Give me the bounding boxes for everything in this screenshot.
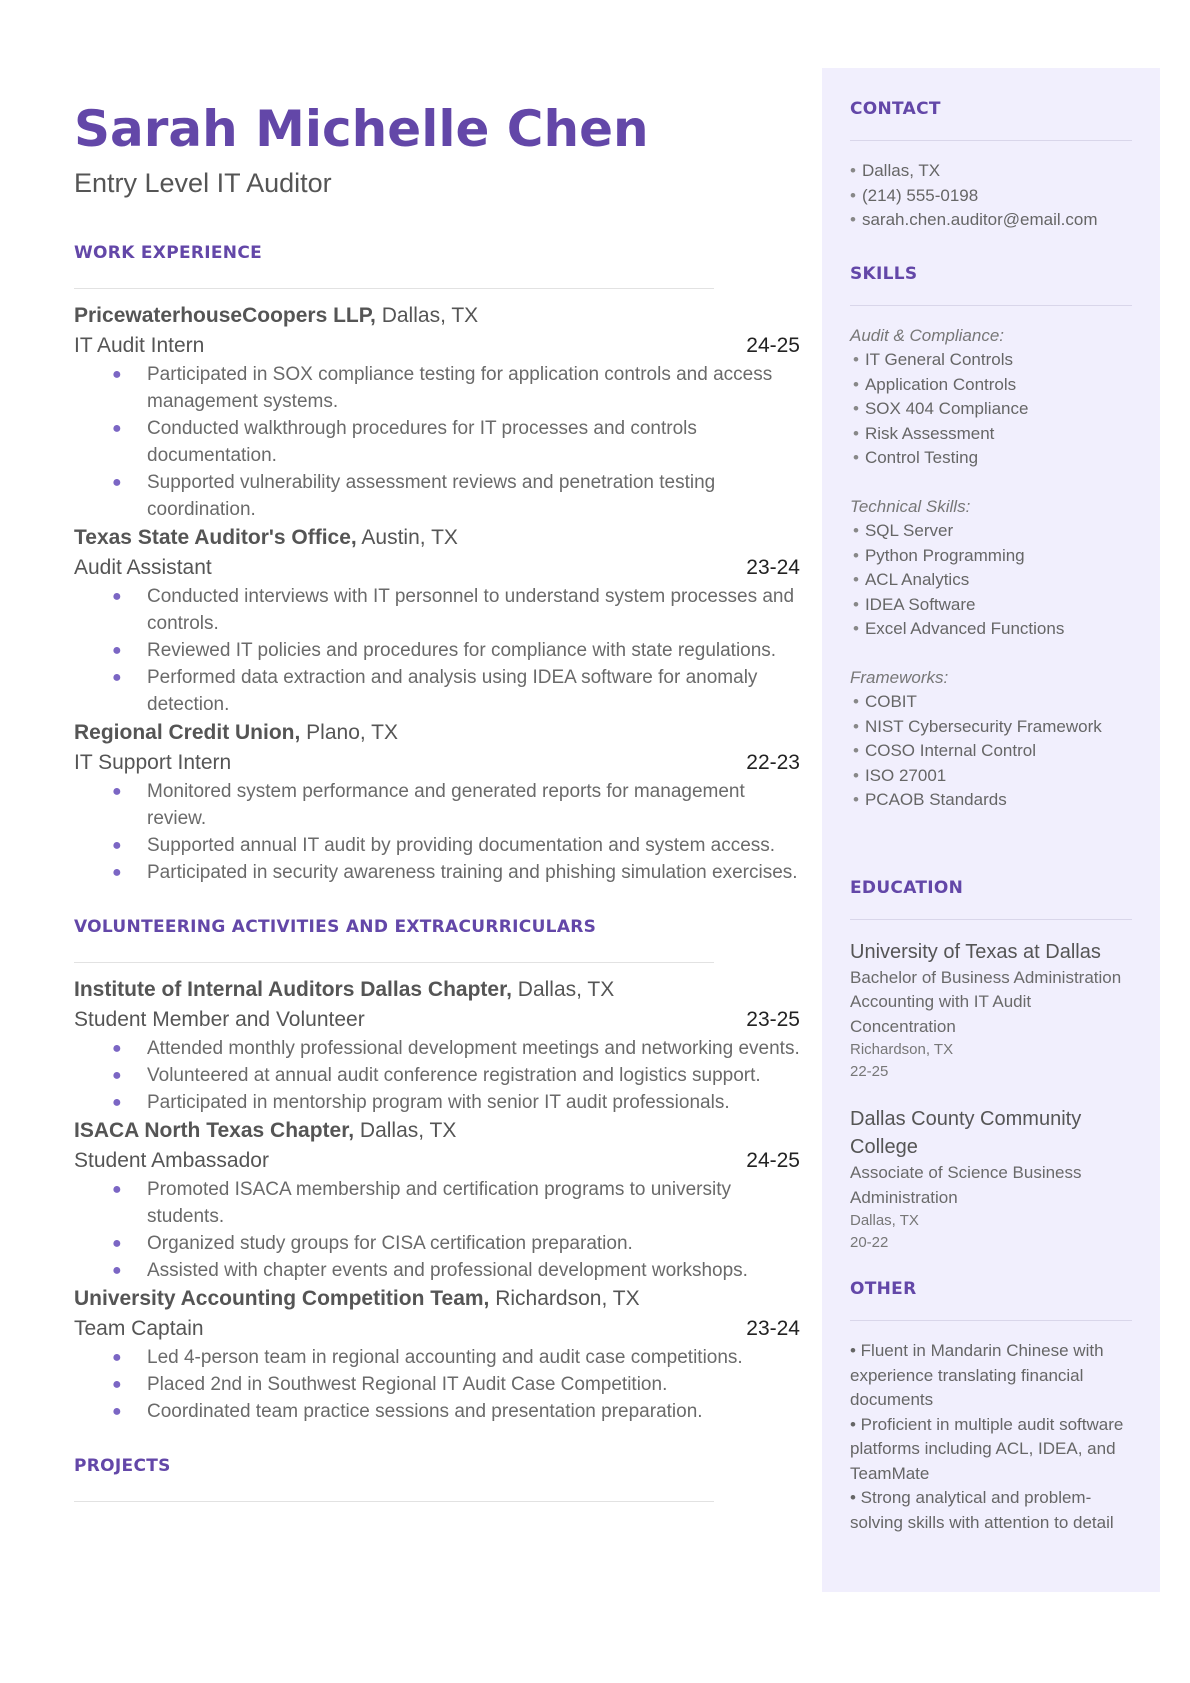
bullet-text: Assisted with chapter events and professional development workshops. [147,1260,748,1281]
entry-org: Texas State Auditor's Office, [74,526,357,549]
list-item [850,715,1132,740]
contact-text: sarah.chen.auditor@email.com [861,210,1098,229]
list-item [850,568,1132,593]
volunteer-entry [74,1284,800,1425]
contact-text: (214) 555-0198 [861,185,979,205]
entry-org: ISACA North Texas Chapter, [74,1119,355,1142]
list-item [74,1062,800,1089]
bullet-text: Performed data extraction and analysis using IDEA software for anomaly detection. [147,667,758,715]
entry-heading [74,718,800,748]
list-item [850,373,1132,398]
projects-heading: PROJECTS [74,1456,171,1476]
contact-list [850,159,1132,233]
bullet-text: Conducted interviews with IT personnel to understand system processes and controls. [147,586,795,634]
bullet-icon: ● [112,1376,122,1393]
bullet-text: Supported annual IT audit by providing documentation and system access. [147,835,776,856]
list-item [850,348,1132,373]
education-heading: EDUCATION [850,877,964,898]
entry-role-row [74,1146,800,1176]
list-item [74,415,800,469]
volunteering-section [74,916,800,1425]
skill-text: IDEA Software [864,594,976,614]
list-item [74,1176,800,1230]
bullet-icon: • [853,692,859,711]
bullet-icon: • [853,594,859,614]
bullet-icon: ● [112,1403,122,1420]
bullet-icon: • [853,374,859,394]
other-heading: OTHER [850,1279,917,1299]
bullet-icon: • [853,741,859,760]
bullet-icon: • [853,448,859,467]
entry-role-row [74,1005,800,1035]
entry-location: Dallas, TX [354,1119,457,1142]
list-item [850,788,1132,813]
entry-org: Institute of Internal Auditors Dallas Chapter, [74,978,512,1001]
skill-text: Control Testing [864,448,979,467]
bullet-text: Supported vulnerability assessment reviews and penetration testing coordination. [147,472,716,520]
volunteer-entry [74,1116,800,1284]
list-item [74,469,800,523]
bullet-text: Participated in mentorship program with senior IT audit professionals. [147,1092,730,1113]
degree: Bachelor of Business Administration Accounting with IT Audit Concentration [850,967,1122,1036]
list-item [74,832,800,859]
bullet-icon: • [853,545,859,565]
section-divider [850,919,1132,920]
bullet-icon: • [850,185,856,205]
education-dates: 22-25 [850,1063,889,1080]
volunteer-entry [74,975,800,1116]
sidebar [822,68,1160,1592]
education-dates: 20-22 [850,1234,889,1251]
bullet-icon: • [853,399,859,418]
skill-list [850,690,1132,813]
bullet-icon: ● [112,366,122,383]
bullet-icon: ● [112,1181,122,1198]
skill-list [850,348,1132,471]
list-item [74,1257,800,1284]
skill-text: Risk Assessment [864,423,995,443]
skill-list [850,519,1132,642]
entry-role: Audit Assistant [74,556,212,579]
bullet-text: Attended monthly professional development meetings and networking events. [147,1038,800,1059]
entry-role: IT Support Intern [74,751,232,774]
entry-dates: 23-25 [746,1008,800,1031]
entry-heading [74,975,800,1005]
entry-location: Richardson, TX [489,1287,640,1310]
bullet-icon: ● [112,837,122,854]
list-item [74,859,800,886]
bullet-icon: • [853,423,859,443]
skill-text: Python Programming [864,545,1025,565]
section-divider [74,962,714,963]
list-item [74,1230,800,1257]
list-item [74,1089,800,1116]
bullet-icon: ● [112,783,122,800]
list-item [74,778,800,832]
skills-heading: SKILLS [850,263,918,284]
bullet-icon: • [853,765,859,785]
list-item [850,397,1132,422]
skill-text: ACL Analytics [864,570,970,589]
entry-role: Student Member and Volunteer [74,1008,365,1031]
skill-text: Excel Advanced Functions [864,619,1065,638]
other-item: • Strong analytical and problem-solving skills with attention to detail [850,1488,1114,1532]
skill-text: PCAOB Standards [864,790,1007,809]
list-item [74,1398,800,1425]
other-item: • Proficient in multiple audit software platforms including ACL, IDEA, and TeamMate [850,1414,1124,1483]
bullet-text: Led 4-person team in regional accounting and audit case competitions. [147,1347,743,1368]
entry-location: Plano, TX [300,721,399,744]
other-item: • Fluent in Mandarin Chinese with experience translating financial documents [850,1341,1104,1409]
list-item [850,764,1132,789]
education-location: Richardson, TX [850,1041,954,1058]
entry-dates: 23-24 [746,1317,800,1340]
work-entry [74,301,800,523]
candidate-title: Entry Level IT Auditor [74,168,332,198]
entry-heading [74,1116,800,1146]
entry-role-row [74,331,800,361]
contact-location [850,159,1132,184]
entry-bullets [74,778,800,886]
bullet-icon: • [853,570,859,589]
entry-bullets [74,583,800,718]
work-entry [74,718,800,886]
school-name: University of Texas at Dallas [850,940,1101,963]
bullet-text: Reviewed IT policies and procedures for compliance with state regulations. [147,640,777,661]
bullet-text: Conducted walkthrough procedures for IT processes and controls documentation. [147,418,697,466]
section-divider [850,140,1132,141]
list-item [850,519,1132,544]
list-item [74,583,800,637]
entry-dates: 22-23 [746,751,800,774]
bullet-icon: • [853,790,859,809]
entry-org: Regional Credit Union, [74,721,301,744]
list-item [850,690,1132,715]
work-experience-section [74,242,800,886]
entry-bullets [74,1344,800,1425]
school-name: Dallas County Community College [850,1108,1082,1158]
sidebar-content [850,98,1132,1535]
contact-text: Dallas, TX [861,161,941,180]
bullet-icon: ● [112,669,122,686]
skill-text: Application Controls [864,374,1017,394]
skill-text: SOX 404 Compliance [864,399,1029,418]
entry-role-row [74,1314,800,1344]
entry-location: Dallas, TX [511,978,615,1001]
bullet-icon: • [850,161,856,180]
list-item [850,544,1132,569]
bullet-icon: ● [112,1040,122,1057]
skill-category: Audit & Compliance: [850,325,1005,345]
contact-phone [850,184,1132,209]
entry-location: Dallas, TX [375,304,479,327]
bullet-icon: • [850,210,856,229]
entry-role-row [74,553,800,583]
list-item [850,617,1132,642]
volunteering-heading: VOLUNTEERING ACTIVITIES AND EXTRACURRICULARS [74,917,597,937]
bullet-icon: ● [112,642,122,659]
list-item [850,446,1132,471]
entry-role-row [74,748,800,778]
skill-category: Technical Skills: [850,496,971,516]
entry-dates: 24-25 [746,334,800,357]
bullet-icon: • [853,619,859,638]
list-item [74,637,800,664]
entry-heading [74,301,800,331]
entry-role: IT Audit Intern [74,334,205,357]
skill-text: IT General Controls [864,350,1013,369]
entry-heading [74,1284,800,1314]
section-divider [850,305,1132,306]
entry-org: PricewaterhouseCoopers LLP, [74,304,376,327]
bullet-icon: ● [112,588,122,605]
bullet-icon: ● [112,474,122,491]
skill-text: SQL Server [864,521,954,540]
list-item [74,664,800,718]
candidate-name: Sarah Michelle Chen [74,100,649,158]
main-column [74,98,800,1514]
section-divider [74,288,714,289]
degree: Associate of Science Business Administration [850,1163,1082,1207]
work-experience-heading: WORK EXPERIENCE [74,243,263,263]
section-divider [850,1320,1132,1321]
bullet-icon: • [853,716,859,736]
bullet-icon: • [853,350,859,369]
bullet-text: Placed 2nd in Southwest Regional IT Audit Case Competition. [147,1374,668,1395]
bullet-icon: ● [112,864,122,881]
list-item [74,1371,800,1398]
list-item [850,593,1132,618]
bullet-text: Organized study groups for CISA certification preparation. [147,1233,633,1254]
section-divider [74,1501,714,1502]
bullet-icon: ● [112,420,122,437]
entry-org: University Accounting Competition Team, [74,1287,490,1310]
entry-dates: 24-25 [746,1149,800,1172]
entry-location: Austin, TX [356,526,458,549]
bullet-icon: ● [112,1094,122,1111]
bullet-icon: ● [112,1235,122,1252]
bullet-icon: ● [112,1349,122,1366]
bullet-text: Volunteered at annual audit conference registration and logistics support. [147,1065,761,1086]
entry-dates: 23-24 [746,556,800,579]
bullet-icon: ● [112,1262,122,1279]
education-entry [850,1105,1132,1254]
entry-bullets [74,1035,800,1116]
contact-email [850,208,1132,233]
work-entry [74,523,800,718]
entry-bullets [74,1176,800,1284]
skill-category: Frameworks: [850,667,949,687]
entry-bullets [74,361,800,523]
list-item [74,361,800,415]
bullet-text: Coordinated team practice sessions and presentation preparation. [147,1401,703,1422]
education-location: Dallas, TX [850,1212,919,1229]
bullet-text: Monitored system performance and generated reports for management review. [147,781,745,829]
list-item [850,739,1132,764]
bullet-text: Participated in security awareness training and phishing simulation exercises. [147,862,798,883]
bullet-text: Participated in SOX compliance testing for application controls and access management systems. [147,364,773,412]
bullet-text: Promoted ISACA membership and certification programs to university students. [147,1179,731,1227]
projects-section [74,1455,800,1502]
list-item [850,422,1132,447]
bullet-icon: ● [112,1067,122,1084]
entry-heading [74,523,800,553]
list-item [74,1344,800,1371]
list-item [74,1035,800,1062]
skill-text: COSO Internal Control [864,741,1036,760]
entry-role: Team Captain [74,1317,204,1340]
skill-text: ISO 27001 [864,765,947,785]
skill-text: NIST Cybersecurity Framework [864,716,1102,736]
skill-text: COBIT [864,692,917,711]
contact-heading: CONTACT [850,99,941,119]
education-entry [850,938,1132,1084]
bullet-icon: • [853,521,859,540]
entry-role: Student Ambassador [74,1149,269,1172]
